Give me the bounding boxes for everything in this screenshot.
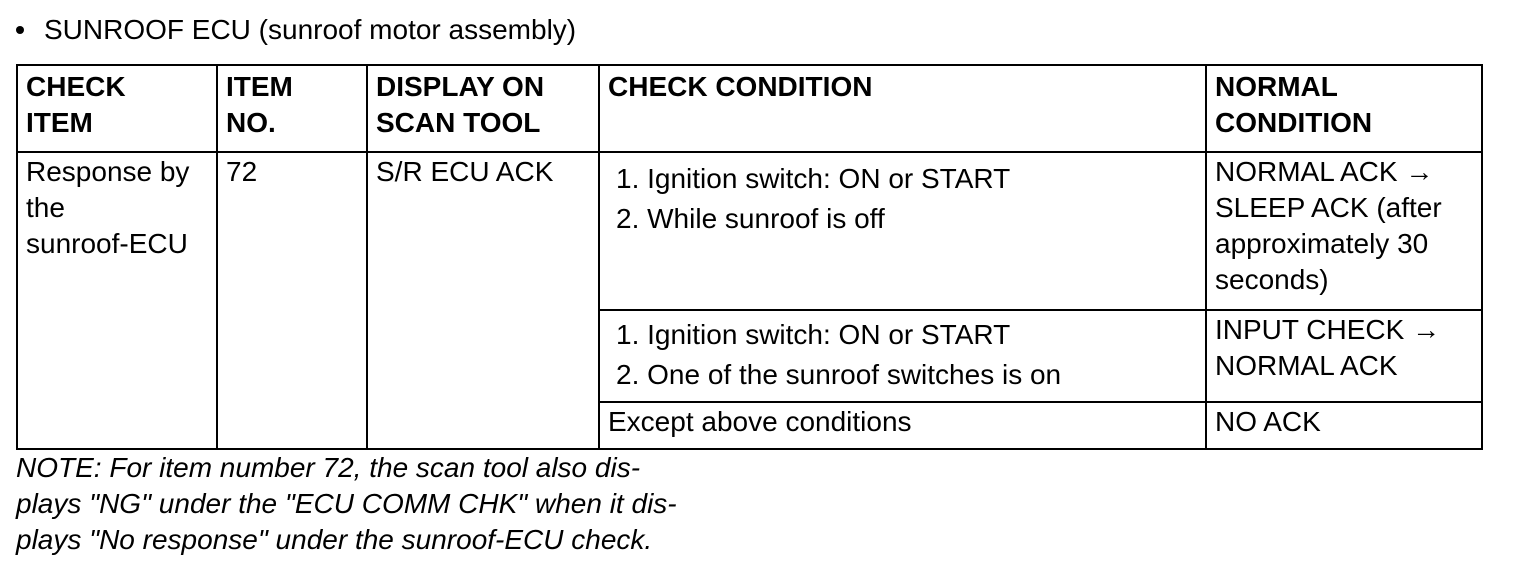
check-condition-cell: Except above conditions xyxy=(599,402,1206,449)
column-header-display: DISPLAY ON SCAN TOOL xyxy=(367,65,599,152)
check-condition-cell: 1. Ignition switch: ON or START 2. One of the sunroof switches is on xyxy=(599,310,1206,402)
table-row xyxy=(17,152,1482,310)
check-condition-cell: 1. Ignition switch: ON or START 2. While sunroof is off xyxy=(599,152,1206,310)
section-heading-text: SUNROOF ECU (sunroof motor assembly) xyxy=(44,14,577,45)
note-line: NOTE: For item number 72, the scan tool also dis- xyxy=(16,452,641,483)
note-line: plays "No response" under the sunroof-ECU check. xyxy=(16,524,653,555)
column-header-check-item: CHECK ITEM xyxy=(17,65,217,152)
data-list-table xyxy=(16,64,1483,450)
column-header-item-no: ITEM NO. xyxy=(217,65,367,152)
display-cell: S/R ECU ACK xyxy=(367,152,599,449)
normal-condition-cell: INPUT CHECK → NORMAL ACK xyxy=(1206,310,1482,402)
note-line: plays "NG" under the "ECU COMM CHK" when it dis- xyxy=(16,488,677,519)
normal-condition-cell: NO ACK xyxy=(1206,402,1482,449)
item-no-cell: 72 xyxy=(217,152,367,449)
column-header-normal-condition: NORMAL CONDITION xyxy=(1206,65,1482,152)
normal-condition-cell: NORMAL ACK → SLEEP ACK (after approximately 30 seconds) xyxy=(1206,152,1482,310)
section-heading xyxy=(14,10,576,50)
check-item-cell: Response by the sunroof-ECU xyxy=(17,152,217,449)
bullet-icon xyxy=(16,26,24,34)
table-header-row xyxy=(17,65,1482,152)
column-header-check-condition: CHECK CONDITION xyxy=(599,65,1206,152)
note-text xyxy=(16,450,677,558)
